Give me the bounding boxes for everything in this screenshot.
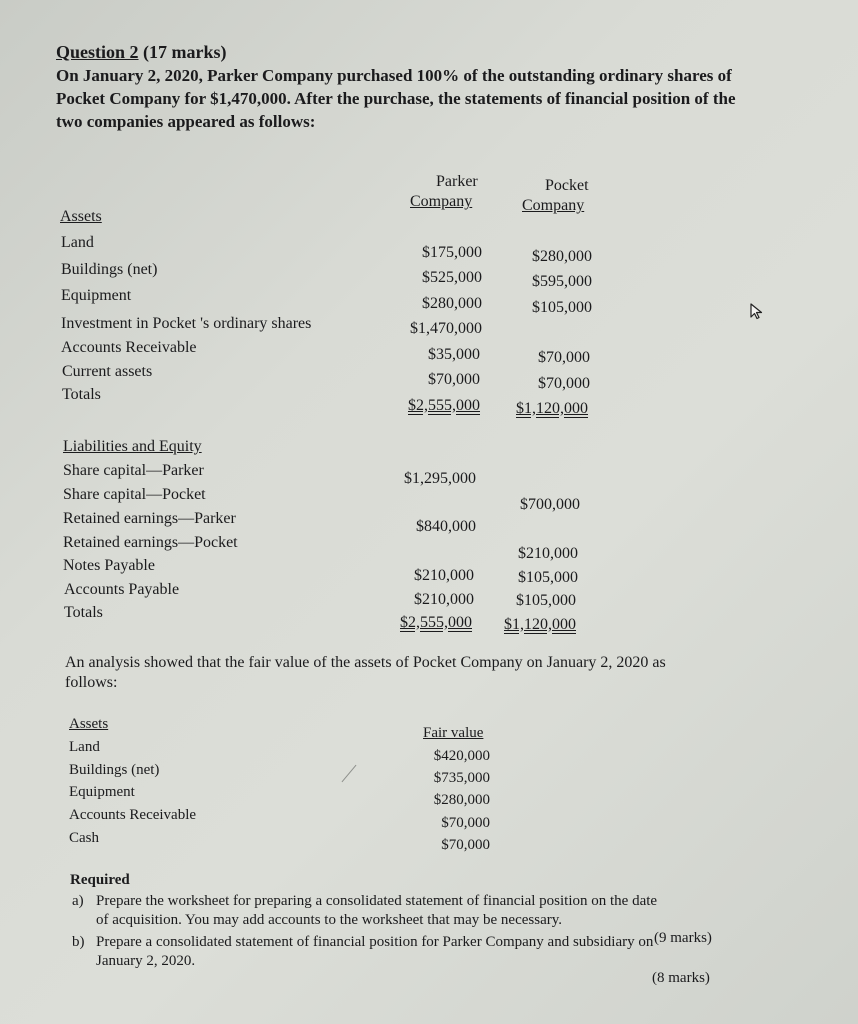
analysis-line-1: An analysis showed that the fair value of the assets of Pocket Company on January 2, 2020 as — [65, 654, 666, 671]
liability-label: Notes Payable — [63, 557, 155, 574]
fair-value-amount: $70,000 — [441, 837, 490, 853]
asset-pocket-value: $105,000 — [532, 299, 592, 316]
liability-pocket-value: $105,000 — [516, 592, 576, 609]
liability-label: Accounts Payable — [64, 581, 180, 598]
liability-label: Retained earnings—Pocket — [63, 534, 238, 551]
part-b-marks: (8 marks) — [652, 970, 710, 986]
part-a-marks: (9 marks) — [654, 930, 712, 946]
liability-parker-value: $210,000 — [414, 591, 474, 608]
fair-value-amount: $735,000 — [433, 770, 490, 786]
col-header-pocket-line1: Pocket — [545, 177, 589, 194]
asset-parker-value: $175,000 — [422, 244, 482, 261]
question-marks: (17 marks) — [143, 42, 227, 62]
liability-pocket-value: $210,000 — [518, 545, 578, 562]
asset-label: Land — [61, 234, 94, 251]
analysis-line-2: follows: — [65, 674, 118, 691]
part-a-marker: a) — [72, 893, 84, 909]
fair-value-label: Land — [69, 739, 100, 755]
liability-parker-value: $1,295,000 — [404, 470, 476, 487]
part-b-line-2: January 2, 2020. — [96, 953, 196, 969]
asset-parker-value: $70,000 — [428, 371, 480, 388]
liability-parker-total: $2,555,000 — [400, 614, 472, 631]
col-header-parker-line1: Parker — [436, 173, 478, 190]
liability-parker-value: $210,000 — [414, 567, 474, 584]
asset-pocket-value: $70,000 — [538, 375, 590, 392]
asset-parker-value: $280,000 — [422, 295, 482, 312]
liability-pocket-value: $105,000 — [518, 569, 578, 586]
asset-pocket-value: $280,000 — [532, 248, 592, 265]
asset-label: Totals — [62, 386, 101, 403]
mouse-pointer-icon — [748, 302, 766, 320]
fair-value-label: Cash — [69, 830, 99, 846]
fair-value-amount: $420,000 — [433, 748, 490, 764]
required-heading: Required — [70, 872, 130, 888]
part-b-marker: b) — [72, 934, 85, 950]
fair-value-amount: $280,000 — [433, 792, 490, 808]
fair-value-column-header: Fair value — [423, 725, 484, 741]
liability-label: Retained earnings—Parker — [63, 510, 236, 527]
part-b-line-1: Prepare a consolidated statement of financial position for Parker Company and subsidiary on — [96, 934, 654, 950]
liability-pocket-total: $1,120,000 — [504, 616, 576, 633]
asset-label: Buildings (net) — [61, 261, 158, 278]
asset-pocket-value: $70,000 — [538, 349, 590, 366]
intro-line-1: On January 2, 2020, Parker Company purchased 100% of the outstanding ordinary shares of — [56, 66, 732, 85]
asset-label: Investment in Pocket 's ordinary shares — [61, 315, 312, 332]
asset-parker-value: $35,000 — [428, 346, 480, 363]
fair-value-label: Buildings (net) — [69, 762, 160, 778]
asset-parker-total: $2,555,000 — [408, 397, 480, 414]
asset-parker-value: $525,000 — [422, 269, 482, 286]
col-header-pocket-line2: Company — [522, 197, 585, 214]
pencil-mark — [342, 765, 357, 782]
fair-value-label: Equipment — [69, 784, 135, 800]
fair-value-label: Accounts Receivable — [69, 807, 197, 823]
question-title: Question 2 — [56, 42, 139, 62]
fair-value-amount: $70,000 — [441, 815, 490, 831]
liability-parker-value: $840,000 — [416, 518, 476, 535]
col-header-parker-line2: Company — [410, 193, 473, 210]
fair-value-assets-heading: Assets — [69, 716, 109, 732]
liabilities-heading: Liabilities and Equity — [63, 438, 202, 455]
liability-label: Share capital—Parker — [63, 462, 204, 479]
liability-pocket-value: $700,000 — [520, 496, 580, 513]
part-a-line-2: of acquisition. You may add accounts to the worksheet that may be necessary. — [96, 912, 562, 928]
asset-pocket-value: $595,000 — [532, 273, 592, 290]
part-a-line-1: Prepare the worksheet for preparing a consolidated statement of financial position on the date — [96, 893, 658, 909]
intro-line-2: Pocket Company for $1,470,000. After the purchase, the statements of financial position of the — [56, 89, 736, 108]
asset-label: Accounts Receivable — [61, 339, 197, 356]
liability-label: Totals — [64, 604, 103, 621]
asset-label: Current assets — [62, 363, 153, 380]
assets-heading: Assets — [60, 208, 102, 225]
intro-line-3: two companies appeared as follows: — [56, 112, 316, 131]
liability-label: Share capital—Pocket — [63, 486, 206, 503]
question-heading — [56, 42, 227, 63]
asset-label: Equipment — [61, 287, 132, 304]
asset-parker-value: $1,470,000 — [410, 320, 482, 337]
asset-pocket-total: $1,120,000 — [516, 400, 588, 417]
